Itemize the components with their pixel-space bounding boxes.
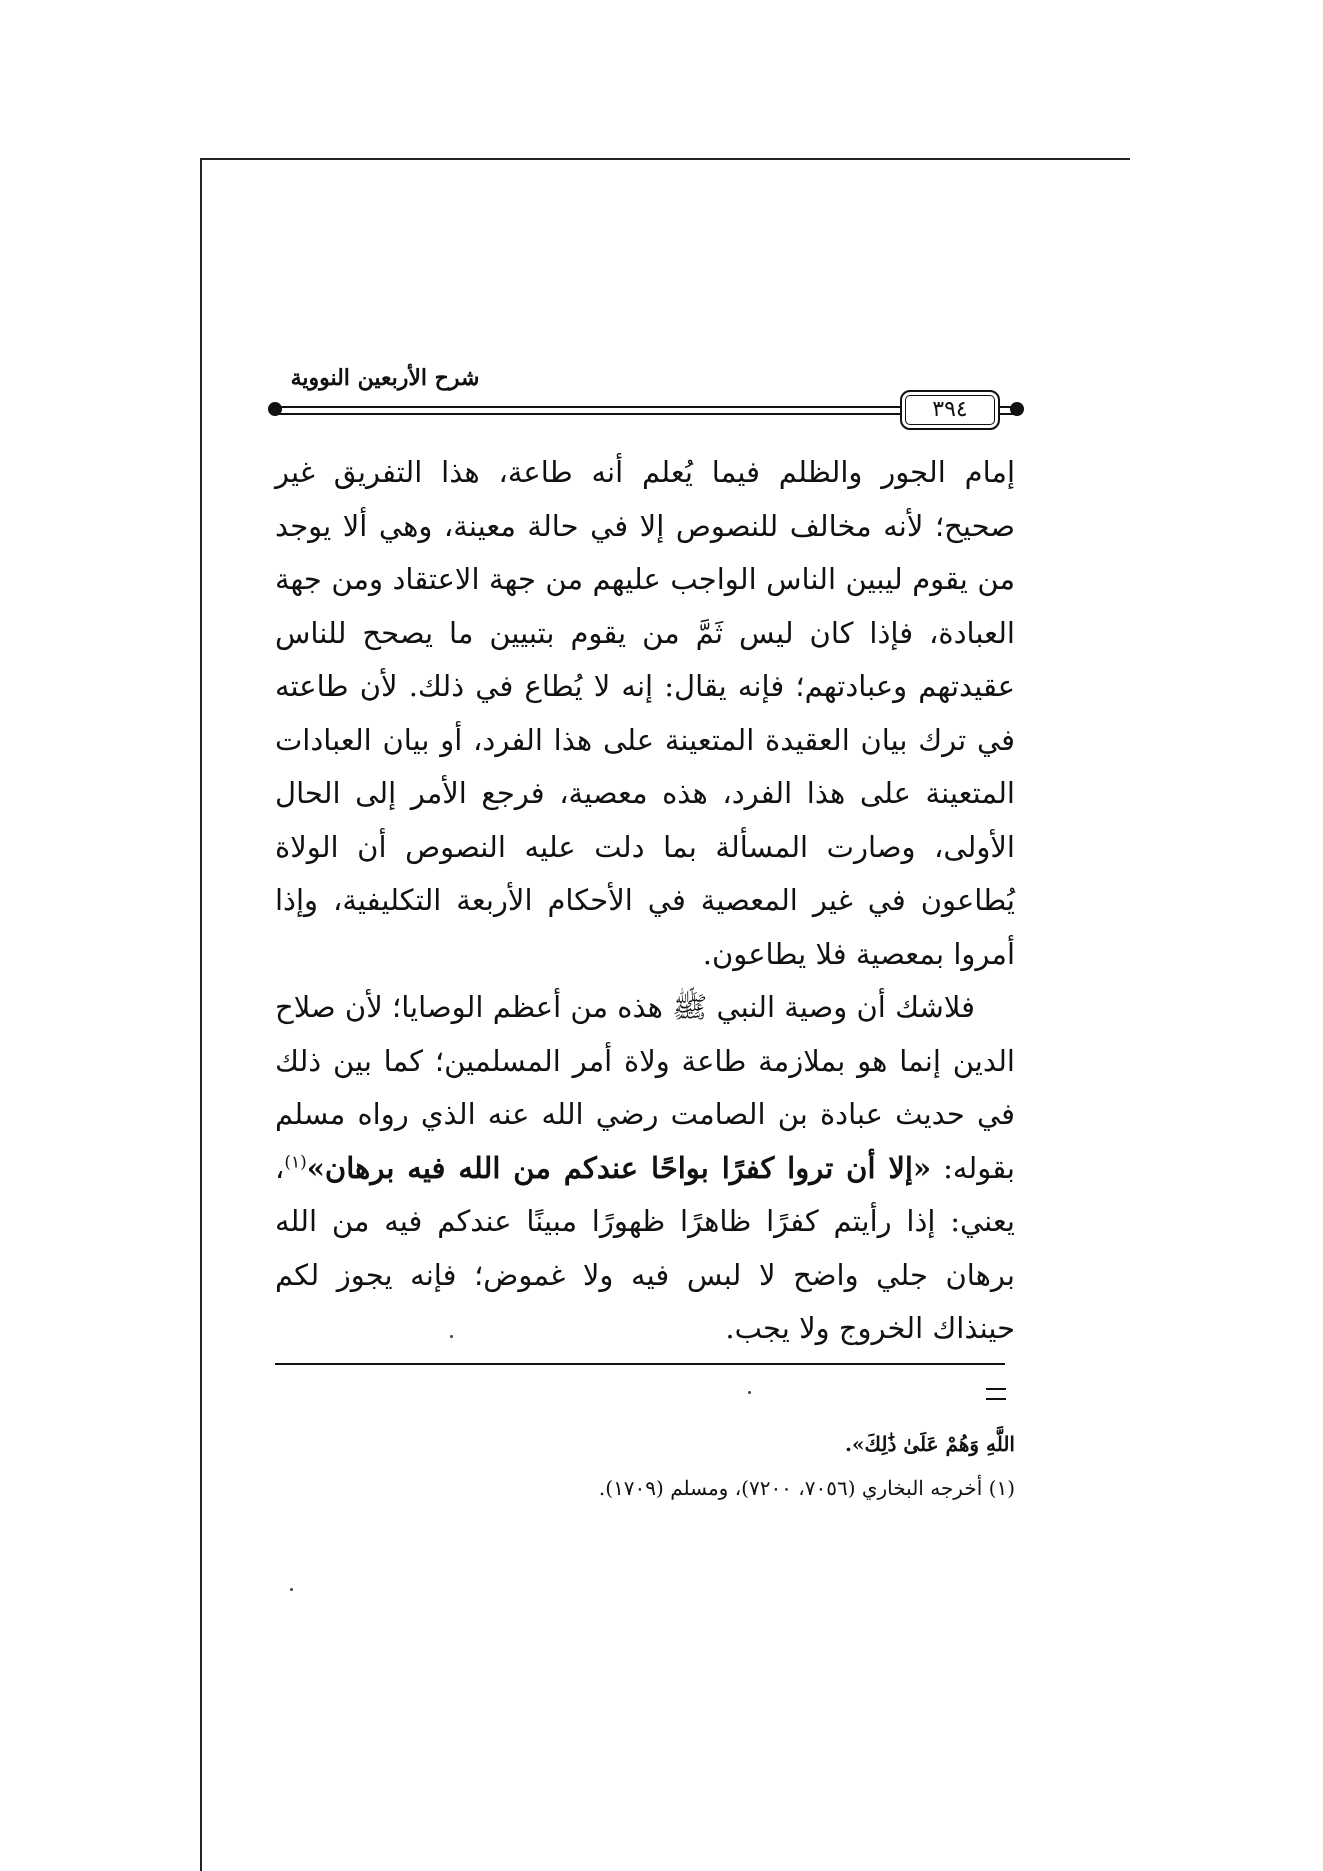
speck (748, 1391, 751, 1394)
scan-border-left (200, 158, 202, 1871)
paragraph-2 (275, 981, 1015, 1356)
footnote-1: (١) أخرجه البخاري (٧٠٥٦، ٧٢٠٠)، ومسلم (١٧٠٩). (598, 1476, 1015, 1500)
footnote-continuation-mark (986, 1388, 1006, 1400)
body-text (275, 446, 1015, 1356)
header-rule-left-dot (268, 402, 282, 416)
speck (290, 1588, 293, 1591)
speck (450, 1335, 453, 1338)
scan-border-top (200, 158, 1130, 160)
hadith-quote: «إلا أن تروا كفرًا بواحًا عندكم من الله فيه برهان» (306, 1150, 932, 1185)
footnote-continuation: اللَّهِ وَهُمْ عَلَىٰ ذَٰلِكَ». (845, 1432, 1015, 1456)
paragraph-2-intro: فلاشك أن وصية النبي ﷺ هذه من أعظم الوصايا؛ لأن صلاح الدين إنما هو بملازمة طاعة ولاة أمر المسلمين؛ كما بين ذلك في حديث عبادة بن الصامت رضي الله عنه الذي رواه مسلم بقوله: (275, 990, 1015, 1185)
paragraph-1: إمام الجور والظلم فيما يُعلم أنه طاعة، هذا التفريق غير صحيح؛ لأنه مخالف للنصوص إلا في حالة معينة، وهي ألا يوجد من يقوم ليبين الناس الواجب عليهم من جهة الاعتقاد ومن جهة العبادة، فإذا كان ليس ثَمَّ من يقوم بتبيين ما يصحح للناس عقيدتهم وعبادتهم؛ فإنه يقال: إنه لا يُطاع في ذلك. لأن طاعته في ترك بيان العقيدة المتعينة على هذا الفرد، أو بيان العبادات المتعينة على هذا الفرد، هذه معصية، فرجع الأمر إلى الحال الأولى، وصارت المسألة بما دلت عليه النصوص أن الولاة يُطاعون في غير المعصية في الأحكام الأربعة التكليفية، وإذا أمروا بمعصية فلا يطاعون. (275, 455, 1015, 971)
header-rule-right-dot (1010, 402, 1024, 416)
page-number: ٣٩٤ (900, 390, 1000, 430)
footnotes (275, 1422, 1015, 1510)
footnote-reference: (١) (284, 1151, 307, 1172)
running-header-title: شرح الأربعين النووية (290, 365, 480, 391)
paragraph-2-explanation: ، يعني: إذا رأيتم كفرًا ظاهرًا ظهورًا مبينًا عندكم فيه من الله برهان جلي واضح لا لبس فيه ولا غموض؛ فإنه يجوز لكم حينذاك الخروج ولا يجب. (275, 1150, 1015, 1345)
footnote-separator (275, 1363, 1005, 1365)
